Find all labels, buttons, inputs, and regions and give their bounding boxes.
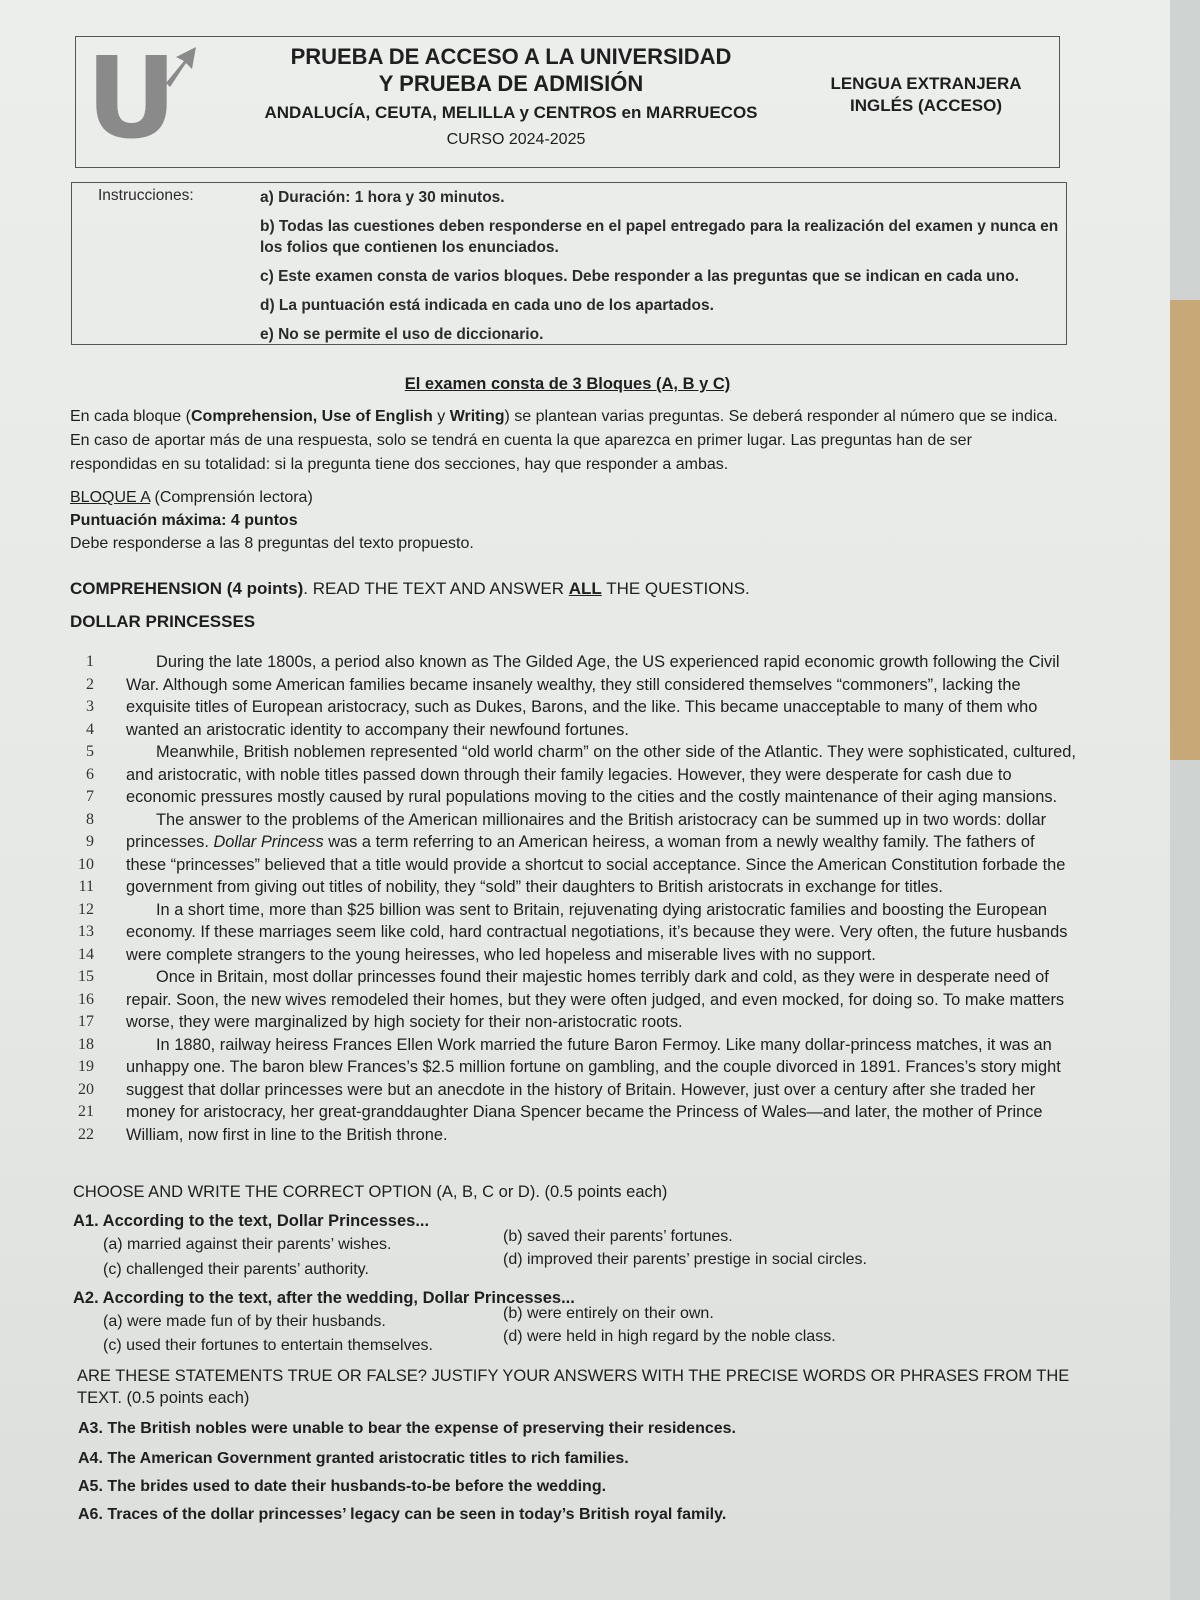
desk-surface — [1170, 300, 1200, 760]
logo-arrow-icon — [154, 43, 198, 87]
subject-line1: LENGUA EXTRANJERA — [830, 74, 1022, 93]
reading-text — [70, 653, 1076, 1148]
exam-region: ANDALUCÍA, CEUTA, MELILLA y CENTROS en MARRUECOS — [264, 103, 758, 122]
text-line — [70, 1013, 1070, 1036]
line-number: 4 — [86, 720, 94, 738]
line-number: 7 — [86, 788, 94, 805]
line-text: Meanwhile, British noblemen represented “old world charm” on the other side of the Atlantic. They were sophisticated, cultured, — [156, 743, 1076, 761]
line-text: Once in Britain, most dollar princesses found their majestic homes terribly dark and cold, as they were in desperate need of — [156, 968, 1049, 986]
bloque-name: BLOQUE A — [70, 489, 151, 506]
page-edge — [1170, 0, 1200, 1600]
a1-option-d: (d) improved their parents’ prestige in social circles. — [503, 1251, 867, 1268]
text-line — [70, 766, 1070, 789]
exam-subject — [806, 73, 1046, 117]
question-a3: A3. The British nobles were unable to bear the expense of preserving their residences. — [78, 1420, 736, 1437]
university-logo — [86, 34, 191, 164]
instructions-list — [260, 187, 1060, 353]
a1-option-b: (b) saved their parents’ fortunes. — [503, 1228, 733, 1245]
line-text: and aristocratic, with noble titles passed down through their family legacies. However, they were desperate for cash due to — [126, 765, 1012, 784]
line-number: 1 — [86, 653, 94, 670]
intro-pre: En cada bloque ( — [70, 408, 191, 425]
comprehension-rest-pre: . READ THE TEXT AND ANSWER — [303, 579, 569, 598]
line-number: 8 — [86, 810, 94, 828]
line-text: War. Although some American families became insanely wealthy, they still considered themselves “commoners”, lacking the — [126, 675, 1021, 694]
exam-title — [286, 43, 736, 97]
a2-option-c: (c) used their fortunes to entertain themselves. — [103, 1337, 433, 1354]
bloque-a-section — [70, 486, 474, 555]
text-line — [70, 743, 1076, 766]
text-line — [70, 1126, 1070, 1149]
text-line — [70, 991, 1070, 1014]
line-number: 22 — [78, 1125, 94, 1143]
exam-intro — [70, 405, 1060, 477]
max-score: Puntuación máxima: 4 puntos — [70, 512, 298, 529]
line-number: 13 — [78, 923, 94, 940]
text-line — [70, 676, 1070, 699]
true-false-heading: ARE THESE STATEMENTS TRUE OR FALSE? JUSTIFY YOUR ANSWERS WITH THE PRECISE WORDS OR PHRASES FROM THE TEXT. (0.5 points each) — [77, 1367, 1070, 1407]
line-number: 12 — [78, 900, 94, 918]
text-title: DOLLAR PRINCESSES — [70, 612, 256, 631]
instruction-item: a) Duración: 1 hora y 30 minutos. — [260, 189, 505, 206]
bloque-note: Debe responderse a las 8 preguntas del texto propuesto. — [70, 535, 474, 552]
a1-option-a: (a) married against their parents’ wishes. — [103, 1236, 392, 1253]
instruction-item: b) Todas las cuestiones deben responderse en el papel entregado para la realización del examen y nunca en los folios que contienen los enunciados. — [260, 218, 1059, 256]
line-number: 15 — [78, 968, 94, 985]
line-number: 20 — [78, 1080, 94, 1098]
line-number: 18 — [78, 1035, 94, 1053]
header-box — [75, 36, 1060, 168]
line-number: 6 — [86, 765, 94, 783]
subject-line2: INGLÉS (ACCESO) — [849, 96, 1003, 115]
line-number: 14 — [78, 945, 94, 963]
intro-post: ) se plantean varias preguntas. Se deberá responder al número que se indica. En caso de aportar más de una respuesta, solo se tendrá en cuenta la que aparezca en primer lugar. Las preguntas han de ser respondidas en su totalidad: si la pregunta tiene dos secciones, hay que responder a ambas. — [70, 408, 1058, 473]
term-emphasis: Dollar Princess — [213, 833, 324, 851]
comprehension-rest-post: THE QUESTIONS. — [601, 579, 750, 598]
line-number: 9 — [86, 833, 94, 850]
intro-mid: y — [432, 408, 450, 425]
instruction-item: e) No se permite el uso de diccionario. — [260, 326, 544, 343]
line-number: 11 — [78, 878, 94, 895]
text-line — [70, 946, 1070, 969]
line-text: unhappy one. The baron blew Frances’s $2.5 million fortune on gambling, and the couple divorced in 1891. Frances’s story might — [126, 1058, 1061, 1076]
line-text: these “princesses” believed that a title would provide a shortcut to social acceptance. Since the American Constitution forbade the — [126, 855, 1066, 874]
line-text: During the late 1800s, a period also known as The Gilded Age, the US experienced rapid economic growth following the Civil — [156, 653, 1060, 671]
text-line — [70, 698, 1070, 721]
line-number: 3 — [86, 698, 94, 715]
text-line — [70, 1103, 1070, 1126]
text-line — [70, 833, 1070, 856]
line-number: 10 — [78, 855, 94, 873]
comprehension-heading — [70, 579, 750, 599]
line-text: William, now first in line to the British throne. — [126, 1125, 448, 1144]
a1-option-c: (c) challenged their parents’ authority. — [103, 1261, 369, 1278]
a2-option-b: (b) were entirely on their own. — [503, 1305, 714, 1322]
text-line — [70, 1058, 1070, 1081]
comprehension-all: ALL — [568, 579, 602, 598]
text-line — [70, 968, 1070, 991]
line-text: were complete strangers to the young heiresses, who led hopeless and miserable lives with no support. — [126, 945, 876, 964]
text-line — [70, 856, 1070, 879]
text-line — [70, 788, 1070, 811]
instruction-item: d) La puntuación está indicada en cada uno de los apartados. — [260, 297, 714, 314]
exam-title-line2: Y PRUEBA DE ADMISIÓN — [378, 71, 644, 96]
text-line — [70, 653, 1070, 676]
text-line — [70, 878, 1070, 901]
line-text: In 1880, railway heiress Frances Ellen Work married the future Baron Fermoy. Like many dollar-princess matches, it was an — [156, 1035, 1052, 1054]
question-a4: A4. The American Government granted aristocratic titles to rich families. — [78, 1450, 629, 1467]
question-a6: A6. Traces of the dollar princesses’ legacy can be seen in today’s British royal family. — [78, 1506, 727, 1523]
instructions-box — [71, 182, 1067, 345]
line-text: repair. Soon, the new wives remodeled their homes, but they were often judged, and even mocked, for doing so. To make matters — [126, 990, 1065, 1009]
text-line — [70, 721, 1070, 744]
text-line — [70, 901, 1070, 924]
exam-title-line1: PRUEBA DE ACCESO A LA UNIVERSIDAD — [290, 44, 732, 69]
line-number: 2 — [86, 675, 94, 693]
question-a5: A5. The brides used to date their husbands-to-be before the wedding. — [78, 1478, 607, 1495]
blocks-title: El examen consta de 3 Bloques (A, B y C) — [404, 375, 731, 393]
line-text: money for aristocracy, her great-granddaughter Diana Spencer became the Princess of Wales—and later, the mother of Prince — [126, 1103, 1043, 1121]
line-number: 21 — [78, 1103, 94, 1120]
text-line — [70, 1081, 1070, 1104]
line-text: exquisite titles of European aristocracy, such as Dukes, Barons, and the like. This became unacceptable to many of them who — [126, 698, 1038, 716]
a2-option-d: (d) were held in high regard by the noble class. — [503, 1328, 836, 1345]
text-line — [70, 923, 1070, 946]
line-text: economy. If these marriages seem like cold, hard contractual negotiations, it’s because they were. Very often, the future husbands — [126, 923, 1068, 941]
question-a2: A2. According to the text, after the wedding, Dollar Princesses... — [73, 1289, 575, 1307]
intro-bold: Comprehension, Use of English — [190, 408, 433, 425]
line-number: 5 — [86, 743, 94, 760]
choose-heading: CHOOSE AND WRITE THE CORRECT OPTION (A, B, C or D). (0.5 points each) — [73, 1183, 668, 1201]
line-text: suggest that dollar princesses were but an anecdote in the history of Britain. However, just over a century after she traded her — [126, 1080, 1036, 1099]
line-text: wanted an aristocratic identity to accompany their newfound fortunes. — [126, 720, 629, 739]
text-line — [70, 1036, 1070, 1059]
instruction-item: c) Este examen consta de varios bloques. Debe responder a las preguntas que se indican en cada uno. — [260, 268, 1019, 285]
line-number: 19 — [78, 1058, 94, 1075]
line-number: 16 — [78, 990, 94, 1008]
a2-option-a: (a) were made fun of by their husbands. — [103, 1313, 386, 1330]
line-text: In a short time, more than $25 billion was sent to Britain, rejuvenating dying aristocratic families and boosting the European — [156, 900, 1048, 919]
line-text: government from giving out titles of nobility, they “sold” their daughters to British aristocrats in exchange for titles. — [126, 878, 943, 896]
bloque-a-heading — [70, 486, 474, 509]
intro-bold2: Writing — [449, 408, 505, 425]
text-line — [70, 811, 1070, 834]
logo-u-glyph: U — [86, 34, 177, 164]
exam-course: CURSO 2024-2025 — [446, 131, 586, 148]
line-number: 17 — [78, 1013, 94, 1030]
question-a1: A1. According to the text, Dollar Princesses... — [73, 1212, 430, 1230]
line-text: The answer to the problems of the American millionaires and the British aristocracy can be summed up in two words: dollar — [156, 810, 1047, 829]
line-text: worse, they were marginalized by high society for their non-aristocratic roots. — [126, 1013, 683, 1031]
instructions-label: Instrucciones: — [98, 187, 194, 204]
bloque-desc: (Comprensión lectora) — [150, 489, 313, 506]
line-text: economic pressures mostly caused by rural populations moving to the cities and the costly maintenance of their aging mansions. — [126, 788, 1058, 806]
comprehension-bold: COMPREHENSION (4 points) — [70, 579, 304, 598]
line-text: princesses. Dollar Princess was a term referring to an American heiress, a woman from a newly wealthy family. The fathers of — [126, 833, 1035, 851]
